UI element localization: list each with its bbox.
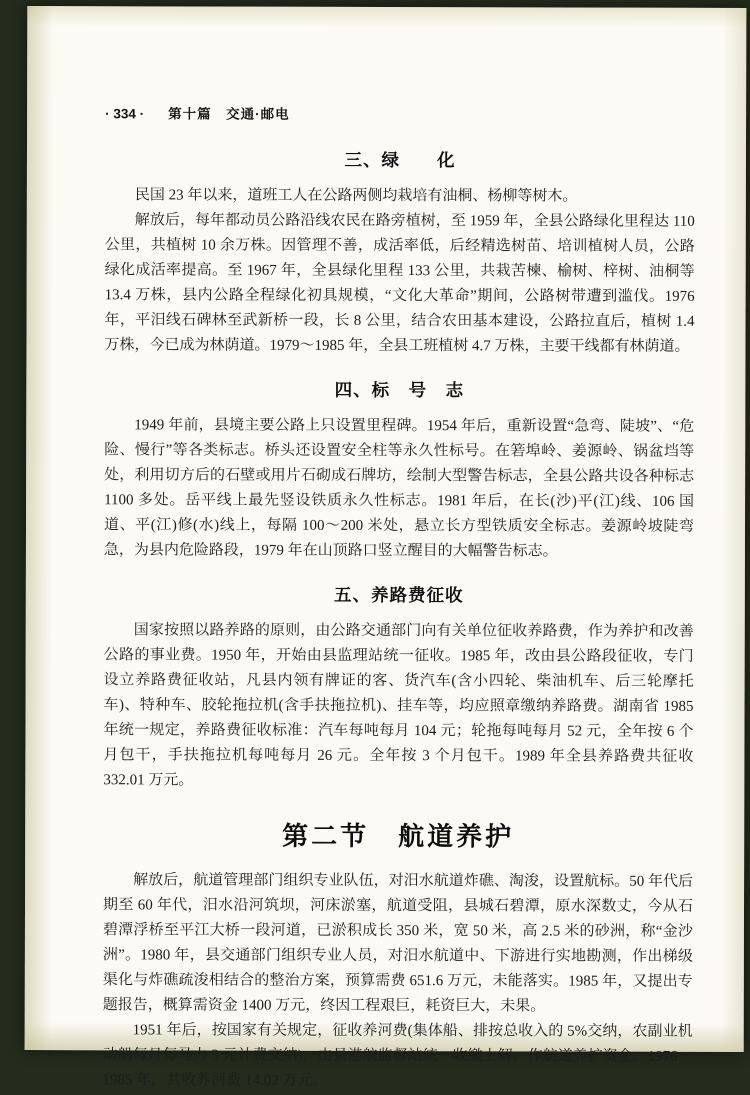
section-heading-greening: 三、绿 化 bbox=[344, 149, 456, 171]
section-heading-signs: 四、标 号 志 bbox=[334, 379, 465, 401]
paragraph-greening-1: 民国 23 年以来，道班工人在公路两侧均栽培有油桐、杨柳等树木。 bbox=[134, 187, 578, 205]
paragraph-greening-2: 解放后，每年都动员公路沿线农民在路旁植树，至 1959 年，全县公路绿化里程达 110 公里，共植树 10 余万株。因管理不善，成活率低，后经精选树苗、培训植树人员，公路绿化成活率提高。至 1967 年，全县绿化里程 133 公里，共栽苦楝、榆树、梓树、油桐等 13.4 万株，县内公路全程绿化初具规模，“文化大革命”期间，公路树带遭到滥伐。1976 年，平汨线石碑林至武新桥一段，长 8 公里，结合农田基本建设，公路拉直后，植树 1.4 万株，今已成为林荫道。1979～1985 年，全县工班植树 4.7 万株，主要干线都有林荫道。 bbox=[104, 212, 695, 355]
paragraph-road-fee-1: 国家按照以路养路的原则，由公路交通部门向有关单位征收养路费，作为养护和改善公路的事业费。1950 年，开始由县监理站统一征收。1985 年，改由县公路段征收，专门设立养路费征收站，凡县内领有牌证的客、货汽车(含小四轮、柴油机车、后三轮摩托车)、特种车、胶轮拖拉机(含手扶拖拉机)、挂车等，均应照章缴纳养路费。湖南省 1985 年统一规定，养路费征收标准：汽车每吨每月 104 元；轮拖每吨每月 52 元，全年按 6 个月包干，手扶拖拉机每吨每月 26 元。全年按 3 个月包干。1989 年全县养路费共征收 332.01 万元。 bbox=[103, 622, 694, 789]
page-number: · 334 · bbox=[105, 106, 145, 122]
chapter-title: 第十篇 交通·邮电 bbox=[168, 106, 290, 122]
paragraph-waterway-2: 1951 年后，按国家有关规定，征收养河费(集体船、排按总收入的 5%交纳，农副业机动船每月每马力 3 元计费交纳)，由县港航监督站统一收缴上解，作航道养护资金。1976～1985 年，共收养河费 14.02 万元。 bbox=[102, 1022, 693, 1089]
chapter-section-heading-waterway: 第二节 航道养护 bbox=[282, 820, 515, 852]
page-content bbox=[103, 102, 696, 1095]
book-page bbox=[25, 6, 747, 1089]
paragraph-signs-1: 1949 年前，县境主要公路上只设置里程碑。1954 年后，重新设置“急弯、陡坡”、“危险、慢行”等各类标志。桥头还设置安全柱等永久性标号。在箬埠岭、姜源岭、锅盆垱等处，利用切方后的石壁或用片石砌成石牌坊，绘制大型警告标志，全县公路共设各种标志 1100 多处。岳平线上最先竖设铁质永久性标志。1981 年后，在长(沙)平(江)线、106 国道、平(江)修(水)线上，每隔 100～200 米处，悬立长方型铁质安全标志。姜源岭坡陡弯急，为县内危险路段，1979 年在山顶路口竖立醒目的大幅警告标志。 bbox=[103, 417, 695, 560]
running-header bbox=[105, 102, 695, 124]
paragraph-waterway-1: 解放后，航道管理部门组织专业队伍，对汨水航道炸礁、淘浚，设置航标。50 年代后期至 60 年代，汨水沿河筑坝，河床淤塞，航道受阻，县城石碧潭，原水深数丈，今从石碧潭浮桥至平江大桥一段河道，已淤积成长 350 米，宽 50 米，高 2.5 米的砂洲，称“金沙洲”。1980 年，县交通部门组织专业人员，对汨水航道中、下游进行实地勘测，作出梯级渠化与炸礁疏浚相结合的整治方案，预算需费 651.6 万元，未能落实。1985 年，又提出专题报告，概算需资金 1400 万元，终因工程艰巨，耗资巨大，未果。 bbox=[102, 872, 694, 1015]
section-heading-road-fee: 五、养路费征收 bbox=[334, 584, 464, 606]
